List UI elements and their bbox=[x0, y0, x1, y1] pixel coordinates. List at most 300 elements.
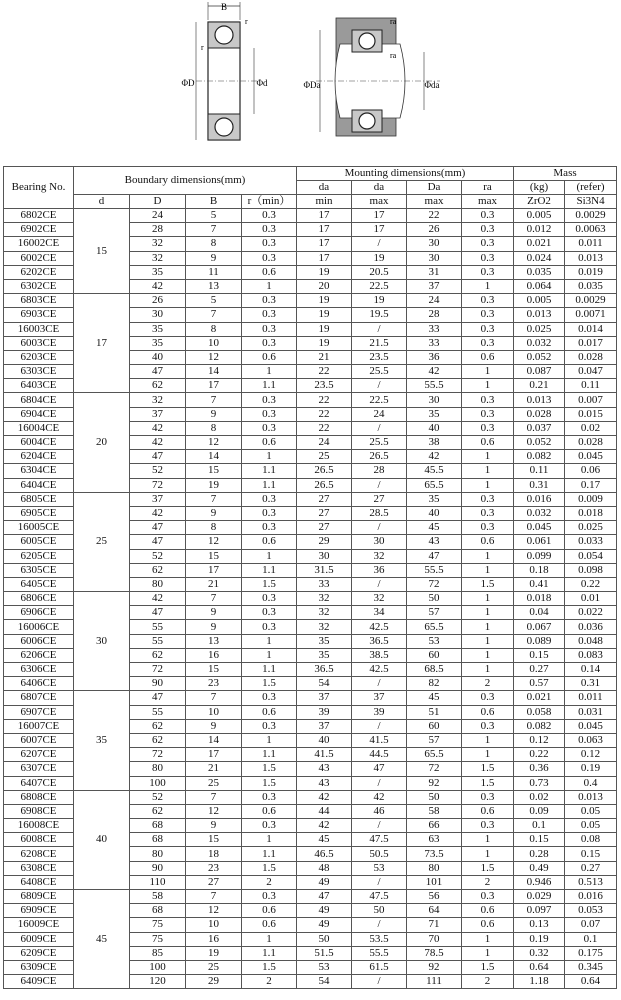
header-mass-unit: (kg) bbox=[514, 181, 565, 195]
cell-bearing-no: 6207CE bbox=[4, 748, 74, 762]
cell-r-min: 0.3 bbox=[242, 506, 297, 520]
cell-D: 35 bbox=[130, 322, 186, 336]
cell-mass-si3n4: 0.033 bbox=[565, 535, 617, 549]
cell-mass-zro2: 0.005 bbox=[514, 294, 565, 308]
cell-r-min: 0.3 bbox=[242, 790, 297, 804]
cell-Da-max: 30 bbox=[407, 251, 462, 265]
cell-D: 47 bbox=[130, 365, 186, 379]
cell-mass-zro2: 0.41 bbox=[514, 577, 565, 591]
cell-mass-zro2: 0.028 bbox=[514, 407, 565, 421]
cell-B: 16 bbox=[186, 932, 242, 946]
cell-mass-si3n4: 0.06 bbox=[565, 464, 617, 478]
cell-ra-max: 0.3 bbox=[462, 393, 514, 407]
cell-da-min: 48 bbox=[297, 861, 352, 875]
cell-ra-max: 1 bbox=[462, 932, 514, 946]
cell-da-min: 37 bbox=[297, 691, 352, 705]
cell-mass-si3n4: 0.015 bbox=[565, 407, 617, 421]
cell-bearing-no: 6307CE bbox=[4, 762, 74, 776]
cell-d-group: 25 bbox=[74, 492, 130, 591]
cell-mass-si3n4: 0.098 bbox=[565, 563, 617, 577]
cell-da-min: 17 bbox=[297, 209, 352, 223]
cell-B: 17 bbox=[186, 563, 242, 577]
cell-r-min: 1 bbox=[242, 279, 297, 293]
cell-B: 9 bbox=[186, 719, 242, 733]
cell-da-max: 28 bbox=[352, 464, 407, 478]
cell-Da-max: 50 bbox=[407, 790, 462, 804]
cell-Da-max: 31 bbox=[407, 265, 462, 279]
cell-r-min: 0.6 bbox=[242, 918, 297, 932]
cell-r-min: 1 bbox=[242, 634, 297, 648]
cell-B: 13 bbox=[186, 634, 242, 648]
cell-da-max: 42 bbox=[352, 790, 407, 804]
cell-Da-max: 73.5 bbox=[407, 847, 462, 861]
cell-mass-si3n4: 0.063 bbox=[565, 733, 617, 747]
cell-ra-max: 0.3 bbox=[462, 407, 514, 421]
cell-da-max: / bbox=[352, 521, 407, 535]
cell-bearing-no: 6309CE bbox=[4, 960, 74, 974]
cell-D: 55 bbox=[130, 705, 186, 719]
cell-da-max: / bbox=[352, 322, 407, 336]
cell-mass-zro2: 0.57 bbox=[514, 677, 565, 691]
cell-ra-max: 0.3 bbox=[462, 322, 514, 336]
cell-D: 80 bbox=[130, 762, 186, 776]
cell-da-max: 25.5 bbox=[352, 365, 407, 379]
cell-ra-max: 0.3 bbox=[462, 691, 514, 705]
cell-bearing-no: 6805CE bbox=[4, 492, 74, 506]
cell-r-min: 0.3 bbox=[242, 336, 297, 350]
cell-D: 55 bbox=[130, 620, 186, 634]
cell-da-min: 30 bbox=[297, 549, 352, 563]
cell-B: 19 bbox=[186, 478, 242, 492]
cell-ra-max: 0.6 bbox=[462, 904, 514, 918]
cell-D: 42 bbox=[130, 592, 186, 606]
cell-B: 8 bbox=[186, 421, 242, 435]
cell-bearing-no: 16005CE bbox=[4, 521, 74, 535]
cell-da-max: 22.5 bbox=[352, 393, 407, 407]
cell-da-min: 17 bbox=[297, 237, 352, 251]
cell-B: 15 bbox=[186, 833, 242, 847]
cell-r-min: 2 bbox=[242, 875, 297, 889]
cell-B: 8 bbox=[186, 322, 242, 336]
cell-mass-si3n4: 0.345 bbox=[565, 960, 617, 974]
cell-mass-zro2: 0.15 bbox=[514, 648, 565, 662]
cell-D: 52 bbox=[130, 464, 186, 478]
cell-mass-zro2: 0.018 bbox=[514, 592, 565, 606]
cell-D: 37 bbox=[130, 492, 186, 506]
cell-B: 10 bbox=[186, 705, 242, 719]
cell-D: 62 bbox=[130, 719, 186, 733]
cell-ra-max: 1 bbox=[462, 733, 514, 747]
header-B: B bbox=[186, 195, 242, 209]
cell-D: 42 bbox=[130, 436, 186, 450]
cell-D: 30 bbox=[130, 308, 186, 322]
cell-mass-zro2: 0.021 bbox=[514, 691, 565, 705]
cell-mass-si3n4: 0.31 bbox=[565, 677, 617, 691]
cell-da-max: 23.5 bbox=[352, 350, 407, 364]
cell-da-min: 44 bbox=[297, 804, 352, 818]
cell-mass-zro2: 0.73 bbox=[514, 776, 565, 790]
cell-r-min: 0.3 bbox=[242, 819, 297, 833]
cell-B: 5 bbox=[186, 209, 242, 223]
cell-da-min: 22 bbox=[297, 407, 352, 421]
cell-da-max: 25.5 bbox=[352, 436, 407, 450]
cell-da-min: 50 bbox=[297, 932, 352, 946]
cell-Da-max: 72 bbox=[407, 577, 462, 591]
cell-mass-zro2: 0.64 bbox=[514, 960, 565, 974]
header-boundary-dimensions: Boundary dimensions(mm) bbox=[74, 167, 297, 195]
cell-Da-max: 101 bbox=[407, 875, 462, 889]
cell-r-min: 1.1 bbox=[242, 563, 297, 577]
cell-da-max: 55.5 bbox=[352, 946, 407, 960]
cell-da-max: 19.5 bbox=[352, 308, 407, 322]
cell-da-max: 32 bbox=[352, 592, 407, 606]
cell-da-min: 17 bbox=[297, 223, 352, 237]
cell-r-min: 0.3 bbox=[242, 592, 297, 606]
cell-d-group: 35 bbox=[74, 691, 130, 790]
cell-ra-max: 0.3 bbox=[462, 308, 514, 322]
cell-da-max: 46 bbox=[352, 804, 407, 818]
cell-bearing-no: 6304CE bbox=[4, 464, 74, 478]
cell-d-group: 45 bbox=[74, 890, 130, 989]
cell-B: 13 bbox=[186, 279, 242, 293]
cell-r-min: 0.3 bbox=[242, 691, 297, 705]
cell-da-min: 31.5 bbox=[297, 563, 352, 577]
cell-da-min: 23.5 bbox=[297, 379, 352, 393]
cell-da-max: 17 bbox=[352, 209, 407, 223]
cell-r-min: 0.3 bbox=[242, 492, 297, 506]
cell-mass-zro2: 0.037 bbox=[514, 421, 565, 435]
cell-Da-max: 30 bbox=[407, 237, 462, 251]
cell-da-min: 36.5 bbox=[297, 663, 352, 677]
cell-Da-max: 72 bbox=[407, 762, 462, 776]
cell-Da-max: 80 bbox=[407, 861, 462, 875]
header-mounting-dimensions: Mounting dimensions(mm) bbox=[297, 167, 514, 181]
cell-da-min: 32 bbox=[297, 592, 352, 606]
label-r-side: r bbox=[201, 43, 204, 52]
cell-Da-max: 36 bbox=[407, 350, 462, 364]
cell-ra-max: 1 bbox=[462, 592, 514, 606]
cell-da-min: 19 bbox=[297, 294, 352, 308]
header-da-max: da bbox=[352, 181, 407, 195]
cell-da-min: 19 bbox=[297, 265, 352, 279]
cell-Da-max: 111 bbox=[407, 975, 462, 989]
cell-mass-si3n4: 0.053 bbox=[565, 904, 617, 918]
cell-r-min: 0.3 bbox=[242, 308, 297, 322]
cell-bearing-no: 6905CE bbox=[4, 506, 74, 520]
cell-bearing-no: 16006CE bbox=[4, 620, 74, 634]
cell-bearing-no: 6008CE bbox=[4, 833, 74, 847]
cell-mass-zro2: 1.18 bbox=[514, 975, 565, 989]
label-ra-top: ra bbox=[390, 17, 397, 26]
cell-da-min: 20 bbox=[297, 279, 352, 293]
cell-ra-max: 0.6 bbox=[462, 804, 514, 818]
cell-Da-max: 57 bbox=[407, 733, 462, 747]
cell-ra-max: 1 bbox=[462, 478, 514, 492]
cell-Da-max: 42 bbox=[407, 365, 462, 379]
cell-D: 62 bbox=[130, 733, 186, 747]
cell-ra-max: 0.3 bbox=[462, 492, 514, 506]
table-row bbox=[4, 492, 617, 506]
cell-D: 35 bbox=[130, 336, 186, 350]
cell-da-min: 47 bbox=[297, 890, 352, 904]
cell-da-max: 17 bbox=[352, 223, 407, 237]
cell-ra-max: 1 bbox=[462, 549, 514, 563]
cell-ra-max: 1 bbox=[462, 464, 514, 478]
cell-D: 58 bbox=[130, 890, 186, 904]
cell-Da-max: 51 bbox=[407, 705, 462, 719]
cell-da-min: 33 bbox=[297, 577, 352, 591]
cell-r-min: 0.3 bbox=[242, 393, 297, 407]
cell-mass-si3n4: 0.017 bbox=[565, 336, 617, 350]
cell-da-max: 32 bbox=[352, 549, 407, 563]
cell-bearing-no: 16009CE bbox=[4, 918, 74, 932]
cell-bearing-no: 6202CE bbox=[4, 265, 74, 279]
cell-mass-si3n4: 0.12 bbox=[565, 748, 617, 762]
cell-da-min: 49 bbox=[297, 904, 352, 918]
label-D: ΦD bbox=[181, 78, 195, 88]
cell-da-min: 51.5 bbox=[297, 946, 352, 960]
header-bearing-no: Bearing No. bbox=[4, 167, 74, 209]
table-row bbox=[4, 790, 617, 804]
cell-Da-max: 33 bbox=[407, 322, 462, 336]
cell-da-max: 22.5 bbox=[352, 279, 407, 293]
cell-d-group: 15 bbox=[74, 209, 130, 294]
cell-mass-zro2: 0.052 bbox=[514, 350, 565, 364]
cell-B: 18 bbox=[186, 847, 242, 861]
cell-Da-max: 68.5 bbox=[407, 663, 462, 677]
cell-da-max: 44.5 bbox=[352, 748, 407, 762]
cell-r-min: 0.3 bbox=[242, 521, 297, 535]
cell-B: 9 bbox=[186, 606, 242, 620]
header-ra: ra bbox=[462, 181, 514, 195]
cell-r-min: 0.3 bbox=[242, 620, 297, 634]
cell-bearing-no: 6203CE bbox=[4, 350, 74, 364]
cell-mass-zro2: 0.087 bbox=[514, 365, 565, 379]
cell-Da-max: 28 bbox=[407, 308, 462, 322]
cell-B: 10 bbox=[186, 336, 242, 350]
cell-bearing-no: 6002CE bbox=[4, 251, 74, 265]
cell-da-min: 49 bbox=[297, 875, 352, 889]
cell-mass-zro2: 0.045 bbox=[514, 521, 565, 535]
cell-ra-max: 1 bbox=[462, 620, 514, 634]
cell-mass-zro2: 0.21 bbox=[514, 379, 565, 393]
cell-ra-max: 0.3 bbox=[462, 506, 514, 520]
cell-r-min: 1.1 bbox=[242, 478, 297, 492]
cell-B: 12 bbox=[186, 350, 242, 364]
cell-r-min: 0.3 bbox=[242, 209, 297, 223]
cell-da-max: / bbox=[352, 975, 407, 989]
cell-D: 75 bbox=[130, 918, 186, 932]
cell-da-max: / bbox=[352, 875, 407, 889]
cell-mass-si3n4: 0.05 bbox=[565, 819, 617, 833]
cell-r-min: 1 bbox=[242, 833, 297, 847]
cell-ra-max: 1 bbox=[462, 279, 514, 293]
cell-mass-si3n4: 0.4 bbox=[565, 776, 617, 790]
cell-da-min: 32 bbox=[297, 620, 352, 634]
cell-D: 55 bbox=[130, 634, 186, 648]
cell-B: 7 bbox=[186, 691, 242, 705]
cell-r-min: 0.3 bbox=[242, 251, 297, 265]
cell-mass-si3n4: 0.08 bbox=[565, 833, 617, 847]
cell-mass-si3n4: 0.045 bbox=[565, 719, 617, 733]
cell-mass-zro2: 0.005 bbox=[514, 209, 565, 223]
cell-bearing-no: 6903CE bbox=[4, 308, 74, 322]
cell-Da-max: 92 bbox=[407, 776, 462, 790]
cell-D: 75 bbox=[130, 932, 186, 946]
cell-mass-si3n4: 0.019 bbox=[565, 265, 617, 279]
cell-Da-max: 42 bbox=[407, 450, 462, 464]
cell-mass-si3n4: 0.07 bbox=[565, 918, 617, 932]
cell-D: 120 bbox=[130, 975, 186, 989]
cell-r-min: 1.1 bbox=[242, 379, 297, 393]
cell-bearing-no: 6802CE bbox=[4, 209, 74, 223]
cell-D: 47 bbox=[130, 691, 186, 705]
cell-ra-max: 1 bbox=[462, 634, 514, 648]
cell-ra-max: 0.6 bbox=[462, 436, 514, 450]
cell-mass-zro2: 0.097 bbox=[514, 904, 565, 918]
cell-D: 62 bbox=[130, 804, 186, 818]
cell-D: 100 bbox=[130, 960, 186, 974]
cell-mass-zro2: 0.013 bbox=[514, 393, 565, 407]
header-D: D bbox=[130, 195, 186, 209]
cell-mass-zro2: 0.02 bbox=[514, 790, 565, 804]
cell-mass-si3n4: 0.513 bbox=[565, 875, 617, 889]
cell-da-min: 35 bbox=[297, 648, 352, 662]
cell-mass-si3n4: 0.025 bbox=[565, 521, 617, 535]
cell-Da-max: 37 bbox=[407, 279, 462, 293]
cell-Da-max: 45.5 bbox=[407, 464, 462, 478]
cell-r-min: 0.3 bbox=[242, 421, 297, 435]
cell-bearing-no: 6906CE bbox=[4, 606, 74, 620]
cell-D: 72 bbox=[130, 748, 186, 762]
cell-B: 12 bbox=[186, 535, 242, 549]
cell-mass-zro2: 0.012 bbox=[514, 223, 565, 237]
cell-mass-si3n4: 0.22 bbox=[565, 577, 617, 591]
cell-Da-max: 92 bbox=[407, 960, 462, 974]
cell-bearing-no: 6009CE bbox=[4, 932, 74, 946]
cell-da-max: 47.5 bbox=[352, 833, 407, 847]
cell-B: 7 bbox=[186, 790, 242, 804]
cell-mass-si3n4: 0.007 bbox=[565, 393, 617, 407]
cell-r-min: 1.1 bbox=[242, 464, 297, 478]
cell-Da-max: 30 bbox=[407, 393, 462, 407]
cell-ra-max: 0.3 bbox=[462, 251, 514, 265]
cell-ra-max: 0.3 bbox=[462, 819, 514, 833]
label-ra-side: ra bbox=[390, 51, 397, 60]
cell-da-min: 39 bbox=[297, 705, 352, 719]
cell-da-max: / bbox=[352, 776, 407, 790]
cell-da-max: 47.5 bbox=[352, 890, 407, 904]
cell-ra-max: 2 bbox=[462, 975, 514, 989]
cell-bearing-no: 6404CE bbox=[4, 478, 74, 492]
header-min: min bbox=[297, 195, 352, 209]
cell-B: 11 bbox=[186, 265, 242, 279]
cell-mass-zro2: 0.36 bbox=[514, 762, 565, 776]
cell-da-max: 39 bbox=[352, 705, 407, 719]
cell-mass-zro2: 0.024 bbox=[514, 251, 565, 265]
cell-B: 29 bbox=[186, 975, 242, 989]
cell-mass-si3n4: 0.15 bbox=[565, 847, 617, 861]
cell-Da-max: 24 bbox=[407, 294, 462, 308]
cell-bearing-no: 6403CE bbox=[4, 379, 74, 393]
cell-da-max: 19 bbox=[352, 251, 407, 265]
header-mass: Mass bbox=[514, 167, 617, 181]
cell-D: 72 bbox=[130, 663, 186, 677]
cell-da-min: 22 bbox=[297, 421, 352, 435]
cell-mass-zro2: 0.032 bbox=[514, 336, 565, 350]
cell-D: 68 bbox=[130, 819, 186, 833]
cell-B: 12 bbox=[186, 804, 242, 818]
cell-Da-max: 56 bbox=[407, 890, 462, 904]
cell-mass-si3n4: 0.14 bbox=[565, 663, 617, 677]
cell-da-min: 19 bbox=[297, 322, 352, 336]
cell-da-max: 42.5 bbox=[352, 663, 407, 677]
cell-da-max: 41.5 bbox=[352, 733, 407, 747]
cell-ra-max: 1 bbox=[462, 847, 514, 861]
label-da: Φda bbox=[424, 80, 440, 90]
cell-mass-si3n4: 0.64 bbox=[565, 975, 617, 989]
cell-da-max: / bbox=[352, 677, 407, 691]
cell-bearing-no: 6808CE bbox=[4, 790, 74, 804]
cell-D: 100 bbox=[130, 776, 186, 790]
cell-mass-zro2: 0.32 bbox=[514, 946, 565, 960]
cell-B: 21 bbox=[186, 762, 242, 776]
cell-da-max: 50.5 bbox=[352, 847, 407, 861]
cell-r-min: 0.3 bbox=[242, 606, 297, 620]
bearing-spec-table bbox=[3, 166, 617, 989]
cell-B: 7 bbox=[186, 393, 242, 407]
cell-B: 9 bbox=[186, 819, 242, 833]
cell-mass-si3n4: 0.083 bbox=[565, 648, 617, 662]
cell-B: 14 bbox=[186, 733, 242, 747]
cell-mass-zro2: 0.18 bbox=[514, 563, 565, 577]
cell-D: 47 bbox=[130, 535, 186, 549]
cell-bearing-no: 6305CE bbox=[4, 563, 74, 577]
cell-da-min: 22 bbox=[297, 365, 352, 379]
cell-D: 26 bbox=[130, 294, 186, 308]
cell-da-max: 20.5 bbox=[352, 265, 407, 279]
cell-ra-max: 1 bbox=[462, 379, 514, 393]
cell-ra-max: 1 bbox=[462, 748, 514, 762]
cell-mass-zro2: 0.029 bbox=[514, 890, 565, 904]
cell-Da-max: 65.5 bbox=[407, 748, 462, 762]
cell-ra-max: 0.3 bbox=[462, 237, 514, 251]
cell-B: 15 bbox=[186, 663, 242, 677]
cell-ra-max: 0.3 bbox=[462, 421, 514, 435]
cell-Da-max: 60 bbox=[407, 648, 462, 662]
cell-ra-max: 1 bbox=[462, 946, 514, 960]
cell-ra-max: 1 bbox=[462, 833, 514, 847]
cell-da-min: 26.5 bbox=[297, 464, 352, 478]
cell-mass-si3n4: 0.014 bbox=[565, 322, 617, 336]
cell-mass-si3n4: 0.02 bbox=[565, 421, 617, 435]
cell-da-max: 42.5 bbox=[352, 620, 407, 634]
header-max-2: max bbox=[407, 195, 462, 209]
cell-da-max: 50 bbox=[352, 904, 407, 918]
cell-mass-zro2: 0.013 bbox=[514, 308, 565, 322]
cell-B: 16 bbox=[186, 648, 242, 662]
cell-bearing-no: 6803CE bbox=[4, 294, 74, 308]
cell-da-max: 30 bbox=[352, 535, 407, 549]
cell-mass-si3n4: 0.035 bbox=[565, 279, 617, 293]
cell-r-min: 0.3 bbox=[242, 223, 297, 237]
cell-B: 23 bbox=[186, 677, 242, 691]
cell-B: 19 bbox=[186, 946, 242, 960]
cell-da-min: 27 bbox=[297, 492, 352, 506]
cell-mass-si3n4: 0.1 bbox=[565, 932, 617, 946]
cell-ra-max: 0.3 bbox=[462, 719, 514, 733]
cell-Da-max: 45 bbox=[407, 691, 462, 705]
